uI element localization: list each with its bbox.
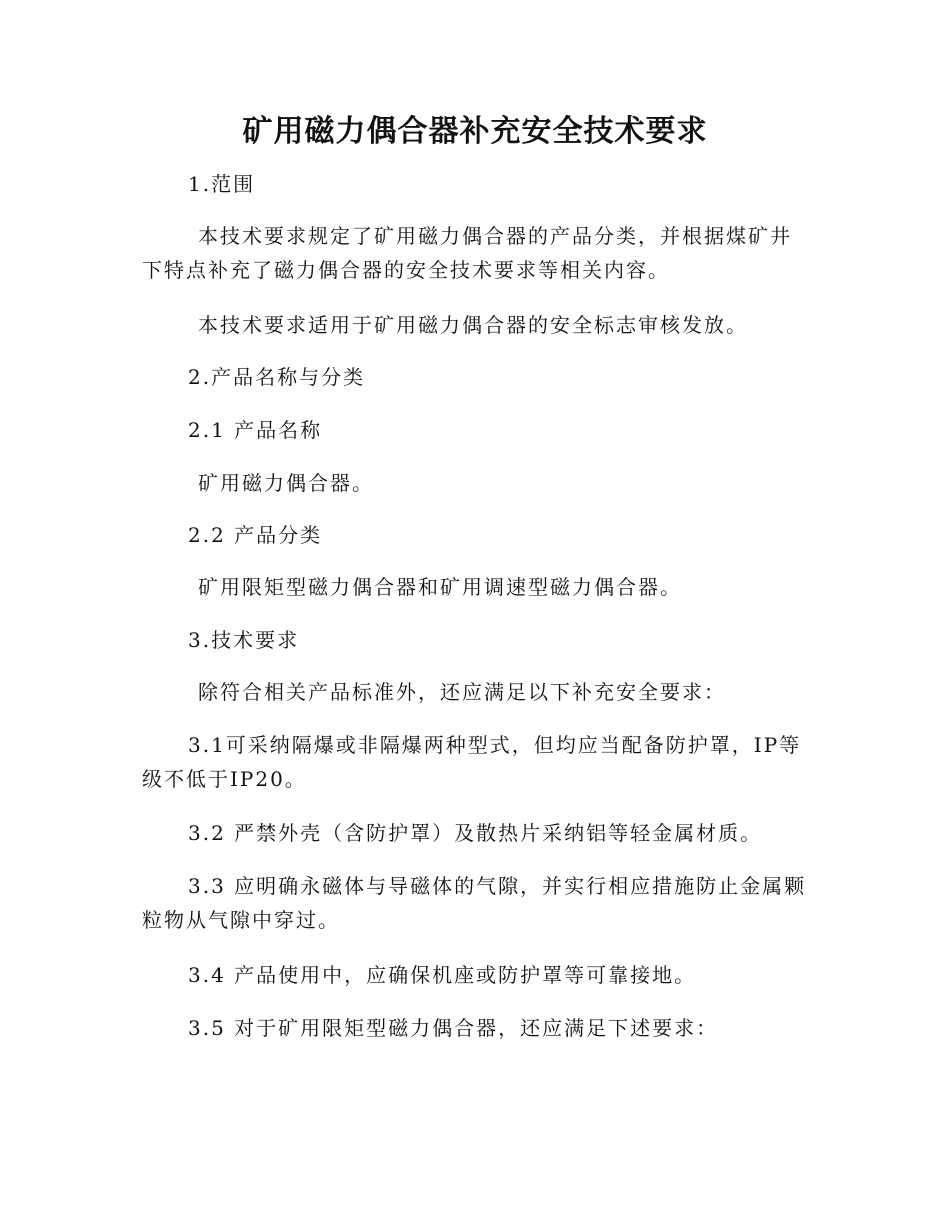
paragraph-requirement-3-3: 3.3 应明确永磁体与导磁体的气隙，并实行相应措施防止金属颗粒物从气隙中穿过。 [142, 874, 807, 932]
paragraph-scope-1: 本技术要求规定了矿用磁力偶合器的产品分类，并根据煤矿井下特点补充了磁力偶合器的安全技术要求等相关内容。 [142, 224, 792, 282]
section-2-1-heading: 2.1 产品名称 [188, 418, 323, 442]
paragraph-product-classification: 矿用限矩型磁力偶合器和矿用调速型磁力偶合器。 [198, 575, 682, 599]
paragraph-scope-2: 本技术要求适用于矿用磁力偶合器的安全标志审核发放。 [198, 313, 748, 337]
paragraph-requirement-3-5: 3.5 对于矿用限矩型磁力偶合器，还应满足下述要求： [188, 1016, 719, 1040]
section-3-heading: 3.技术要求 [188, 628, 300, 652]
paragraph-requirements-intro: 除符合相关产品标准外，还应满足以下补充安全要求： [198, 680, 726, 704]
section-2-heading: 2.产品名称与分类 [188, 365, 366, 389]
section-1-heading: 1.范围 [188, 172, 256, 196]
section-2-2-heading: 2.2 产品分类 [188, 523, 323, 547]
paragraph-requirement-3-4: 3.4 产品使用中，应确保机座或防护罩等可靠接地。 [188, 963, 697, 987]
paragraph-requirement-3-1: 3.1可采纳隔爆或非隔爆两种型式，但均应当配备防护罩，IP等级不低于IP20。 [142, 733, 802, 791]
paragraph-product-name: 矿用磁力偶合器。 [198, 471, 374, 495]
paragraph-requirement-3-2: 3.2 严禁外壳（含防护罩）及散热片采纳铝等轻金属材质。 [188, 821, 763, 845]
document-title: 矿用磁力偶合器补充安全技术要求 [242, 114, 708, 149]
